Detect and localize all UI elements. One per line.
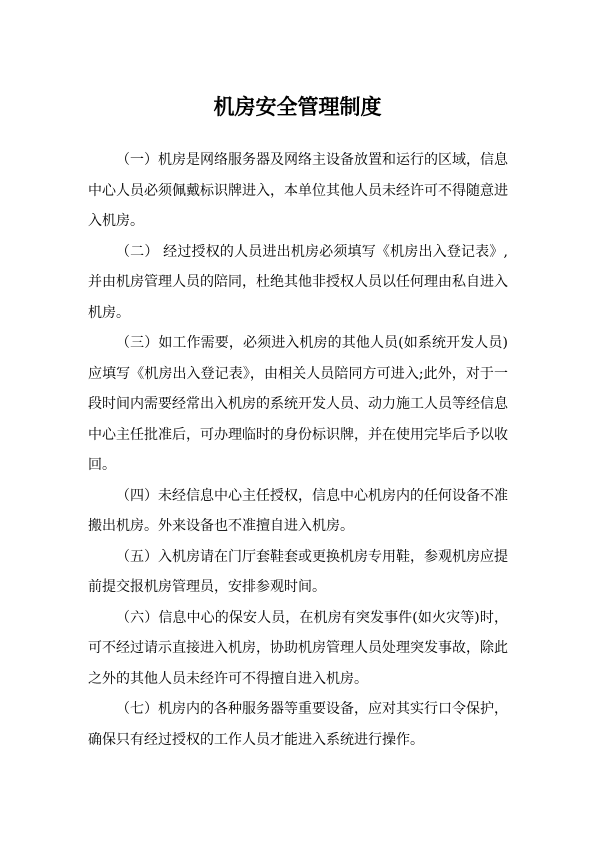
paragraph-1: （一）机房是网络服务器及网络主设备放置和运行的区域，信息中心人员必须佩戴标识牌进入，本单位其他人员未经许可不得随意进入机房。 — [88, 152, 508, 229]
paragraph-5: （五）入机房请在门厅套鞋套或更换机房专用鞋，参观机房应提前提交报机房管理员，安排参观时间。 — [88, 548, 508, 595]
paragraph-4: （四）未经信息中心主任授权，信息中心机房内的任何设备不准搬出机房。外来设备也不准擅自进入机房。 — [88, 487, 508, 534]
document-body — [88, 145, 508, 755]
document-title: 机房安全管理制度 — [213, 95, 382, 119]
paragraph-3: （三）如工作需要，必须进入机房的其他人员(如系统开发人员)应填写《机房出入登记表》，由相关人员陪同方可进入;此外，对于一段时间内需要经常出入机房的系统开发人员、动力施工人员等经信息中心主任批准后，可办理临时的身份标识牌，并在使用完毕后予以收回。 — [88, 335, 508, 473]
paragraph-6: （六）信息中心的保安人员，在机房有突发事件(如火灾等)时，可不经过请示直接进入机房，协助机房管理人员处理突发事故，除此之外的其他人员未经许可不得擅自进入机房。 — [88, 609, 508, 687]
paragraph-2: （二） 经过授权的人员进出机房必须填写《机房出入登记表》,并由机房管理人员的陪同，杜绝其他非授权人员以任何理由私自进入机房。 — [88, 243, 508, 321]
paragraph-7: （七）机房内的各种服务器等重要设备，应对其实行口令保护，确保只有经过授权的工作人员才能进入系统进行操作。 — [88, 701, 508, 748]
